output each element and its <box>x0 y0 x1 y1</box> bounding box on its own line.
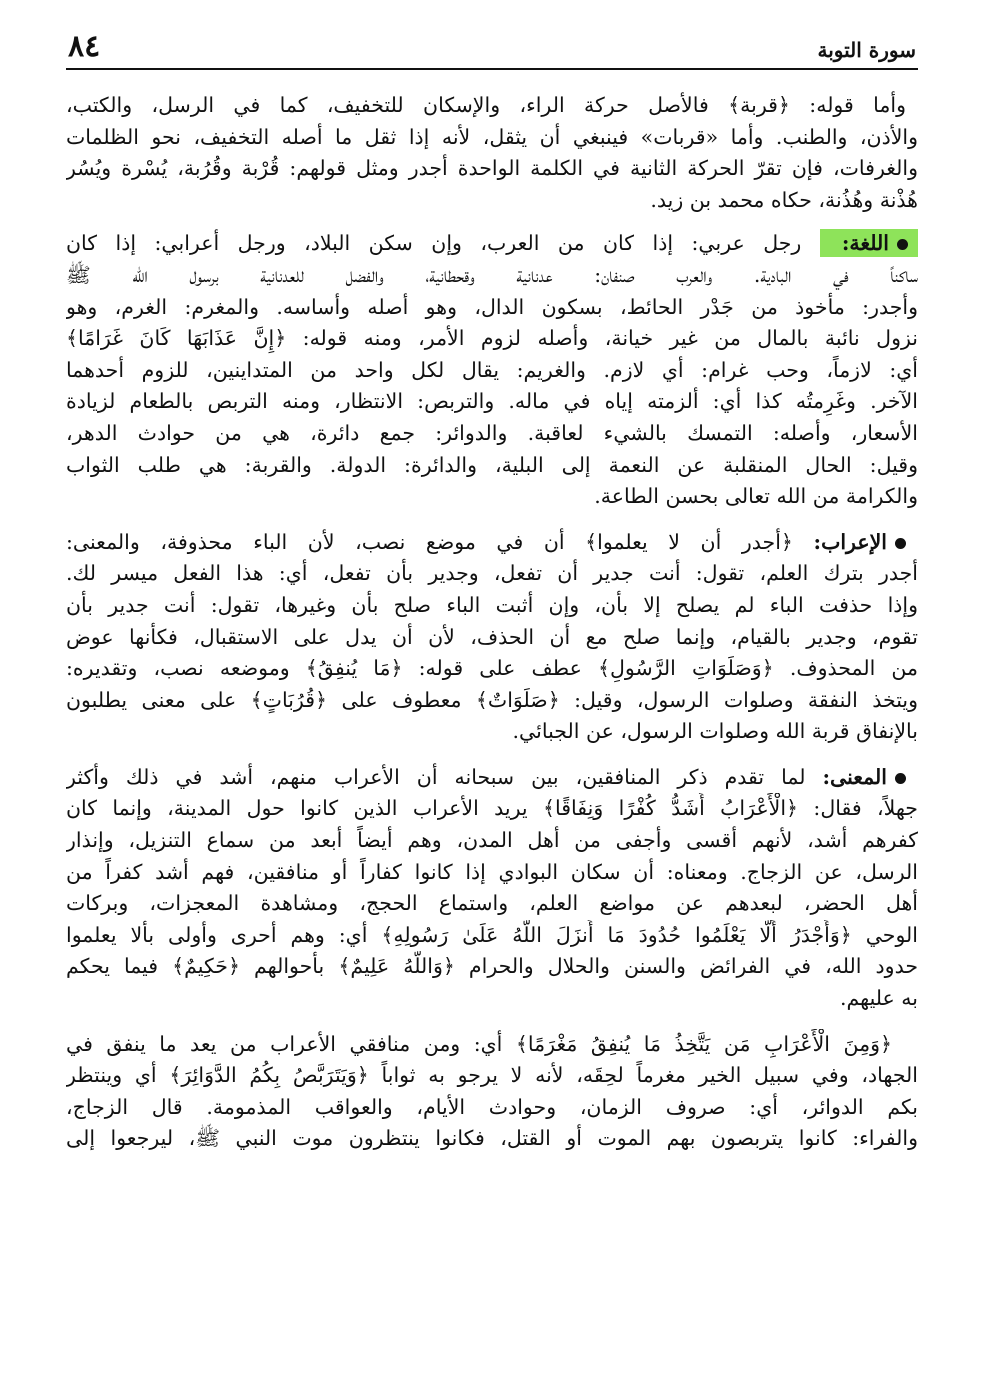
text-line: نزول نائبة بالمال من غير خيانة، وأصله لزوم الأمر، ومنه قوله: ﴿إِنَّ عَذَابَهَا كَانَ غَرَامًا﴾ <box>66 326 918 351</box>
bullet-icon <box>895 773 906 784</box>
section-first-line <box>66 762 918 794</box>
text-line: أي: لازماً، وحب غرام: أي لازم. والغريم: يقال لكل واحد من المتداينين، للزوم أحدهما <box>66 357 918 382</box>
text-line: جهلاً، فقال: ﴿الْأَعْرَابُ أَشَدُّ كُفْرًا وَنِفَاقًا﴾ يريد الأعراب الذين كانوا حول المدينة، وإنما كان <box>66 796 918 821</box>
text-line: حدود الله، في الفرائض والسنن والحلال والحرام ﴿وَاللَّهُ عَلِيمٌ﴾ بأحوالهم ﴿حَكِيمٌ﴾ فيما يحكم <box>66 954 918 979</box>
text-line: ﴿وَمِنَ الْأَعْرَابِ مَن يَتَّخِذُ مَا يُنفِقُ مَغْرَمًا﴾ أي: ومن منافقي الأعراب من يعد ما ينفق في <box>66 1031 892 1056</box>
bullet-icon <box>897 239 908 250</box>
text-line: ساكناً في البادية. والعرب صنفان: عدنانية وقحطانية، والفضل للعدنانية برسول الله ﷺ <box>66 262 918 287</box>
text-line: ﴿أجدر أن لا يعلموا﴾ أن في موضع نصب، لأن الباء محذوفة، والمعنى: <box>66 529 793 554</box>
text-line: بكم الدوائر، أي: صروف الزمان، وحوادث الأيام، والعواقب المذمومة. قال الزجاج، <box>66 1094 918 1119</box>
bullet-icon <box>895 538 906 549</box>
text-line: وأجدر: مأخوذ من جَدْر الحائط، بسكون الدال، وهو أصله وأساسه. والمغرم: الغرم، وهو <box>66 294 918 319</box>
page-header <box>66 24 918 70</box>
text-line: كفرهم أشد، لأنهم أقسى وأجفى من أهل المدن، وهم أيضاً أبعد من سماع التنزيل، وإنذار <box>66 828 918 853</box>
text-line: الأسعار، وأصله: التمسك بالشيء لعاقبة. والدوائر: جمع دائرة، هي من حوادث الدهر، <box>66 420 918 445</box>
text-line: هُذْنة وهُذُنة، حكاه محمد بن زيد. <box>650 187 918 212</box>
text-line: الوحي ﴿وَأَجْدَرُ أَلَّا يَعْلَمُوا حُدُودَ مَا أَنزَلَ اللَّهُ عَلَىٰ رَسُولِهِ﴾ أي: وهم أحرى وأولى بألا يعلموا <box>66 922 918 947</box>
surah-title: سورة التوبة <box>817 38 916 62</box>
lugha-heading: اللغة: <box>841 231 889 256</box>
page-number: ٨٤ <box>68 29 101 64</box>
text-line: وإذا حذفت الباء لم يصلح إلا بأن، وإن أثبت الباء صلح بأن وغيرها، تقول: أنت جدير بأن <box>66 592 918 617</box>
document-page <box>66 24 918 1155</box>
mana-section <box>66 748 918 1015</box>
mana-heading: المعنى: <box>822 764 887 789</box>
text-line: رجل عربي: إذا كان من العرب، وإن سكن البلاد، ورجل أعرابي: إذا كان <box>66 231 802 256</box>
text-line: بالإنفاق قربة الله وصلوات الرسول، عن الجبائي. <box>512 719 918 744</box>
text-line: لما تقدم ذكر المنافقين، بين سبحانه أن الأعراب منهم، أشد في ذلك وأكثر <box>66 764 806 789</box>
irab-heading: الإعراب: <box>813 529 887 554</box>
irab-section <box>66 513 918 748</box>
section-highlight <box>820 229 918 257</box>
text-line: تقوم، وجدير بالقيام، وإنما صلح مع أن الحذف، لأن أن يدل على الاستقبال، فكأنها عوض <box>66 624 918 649</box>
text-line: والفراء: كانوا يتربصون بهم الموت أو القتل، فكانوا ينتظرون موت النبي ﷺ، ليرجعوا إلى <box>66 1126 918 1151</box>
intro-paragraph <box>66 76 918 216</box>
text-line: من المحذوف. ﴿وَصَلَوَاتِ الرَّسُولِ﴾ عطف على قوله: ﴿مَا يُنفِقُ﴾ وموضعه نصب، وتقديره: <box>66 656 918 681</box>
text-line: الرسل، عن الزجاج. ومعناه: أن سكان البوادي إذا كانوا كفاراً أو منافقين، فهم أشد كفراً من <box>66 859 918 884</box>
text-line: وأما قوله: ﴿قربة﴾ فالأصل حركة الراء، والإسكان للتخفيف، كما في الرسل، والكتب، <box>66 93 906 117</box>
text-line: أهل الحضر، لبعدهم عن مواضع العلم، واستماع الحجج، ومشاهدة المعجزات، وبركات <box>66 891 918 916</box>
text-line: الجهاد، وفي سبيل الخير مغرماً لحِقَه، لأنه لا يرجو به ثواباً ﴿وَيَتَرَبَّصُ بِكُمُ الدَّوَائِرَ﴾ أي وينتظر <box>66 1063 918 1088</box>
text-line: الآخر. وغَرِمتُه كذا أي: ألزمته إياه في ماله. والتربص: الانتظار، ومنه التربص بالطعام لزيادة <box>66 389 918 414</box>
section-first-line <box>66 228 918 260</box>
text-line: والغرفات، فإن تقرّ الحركة الثانية في الكلمة الواحدة أجدر ومثل قولهم: قُرْبة وقُرُبة، يُسْرة ويُسُر <box>66 156 918 181</box>
text-line: والكرامة من الله تعالى بحسن الطاعة. <box>594 484 918 509</box>
text-line: به عليهم. <box>839 986 918 1011</box>
final-paragraph <box>66 1015 918 1155</box>
text-line: وقيل: الحال المنقلبة عن النعمة إلى البلية، والدائرة: الدولة. والقربة: هي طلب الثواب <box>66 452 918 477</box>
text-line: ويتخذ النفقة وصلوات الرسول، وقيل: ﴿صَلَوَاتٌ﴾ معطوف على ﴿قُرُبَاتٍ﴾ على معنى يطلبون <box>66 687 918 712</box>
lugha-section <box>66 216 918 512</box>
text-line: والأذن، والطنب. وأما «قربات» فينبغي أن يثقل، لأنه إذا ثقل ما أصله التخفيف، نحو الظلمات <box>66 124 918 149</box>
section-first-line <box>66 527 918 559</box>
text-line: أجدر بترك العلم، تقول: أنت جدير أن تفعل، وجدير بأن تفعل، أي: هذا الفعل ميسر لك. <box>66 561 918 586</box>
